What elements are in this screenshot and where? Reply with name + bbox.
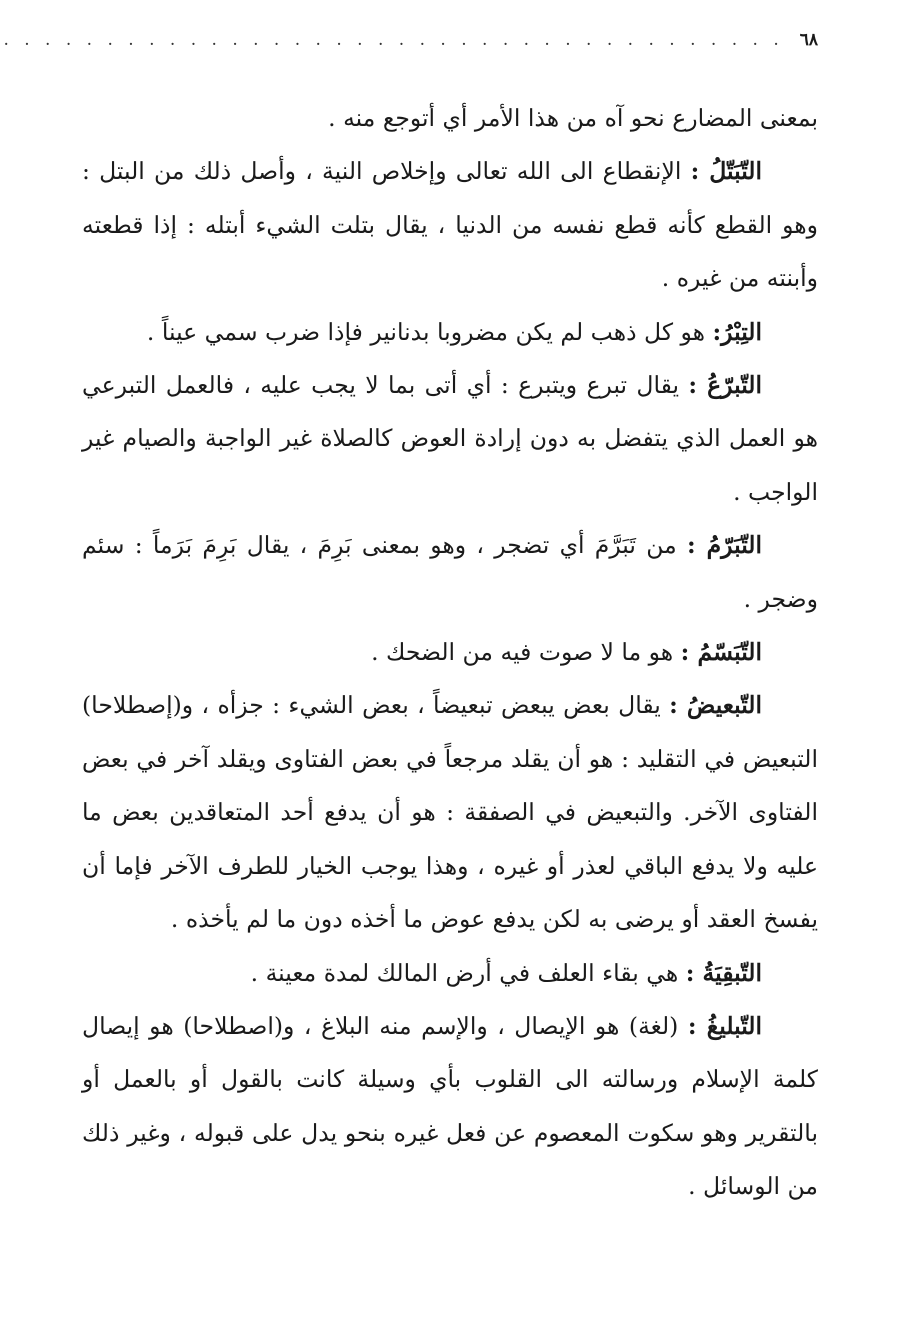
entry-tabarru [82, 359, 818, 519]
entry-text: هي بقاء العلف في أرض المالك لمدة معينة . [250, 958, 686, 987]
entry-term: التِبْرُ: [712, 317, 762, 346]
entry-text: الإنقطاع الى الله تعالى وإخلاص النية ، وأصل ذلك من البتل : وهو القطع كأنه قطع نفسه من الدنيا ، يقال بتلت الشيء أبتله : إذا قطعته وأبنته من غيره . [82, 157, 818, 293]
entry-tabarrum [82, 519, 818, 626]
entry-text: هو ما لا صوت فيه من الضحك . [371, 638, 681, 667]
entry-text: بمعنى المضارع نحو آه من هذا الأمر أي أتوجع منه . [328, 104, 818, 132]
entry-continuation [82, 92, 818, 145]
entry-term: التّبرّعُ : [688, 371, 762, 400]
entry-text: يقال تبرع ويتبرع : أي أتى بما لا يجب عليه ، فالعمل التبرعي هو العمل الذي يتفضل به دون إرادة العوض كالصلاة غير الواجبة والصيام غير الواجب . [82, 371, 818, 506]
entry-tableegh [82, 1000, 818, 1214]
entry-term: التّبعيضُ : [669, 691, 762, 720]
book-page [3, 30, 818, 1214]
entry-text: هو كل ذهب لم يكن مضروبا بدنانير فإذا ضرب سمي عيناً . [146, 317, 713, 346]
entry-tabassum [82, 626, 818, 679]
dictionary-entries [82, 92, 818, 1214]
page-number: ٦٨ [799, 30, 818, 50]
entry-term: التّبَسّمُ : [680, 638, 762, 667]
entry-term: التّبقِيَةُ : [685, 958, 762, 987]
entry-tibr [82, 306, 818, 359]
page-header [3, 30, 818, 70]
entry-tabattul [82, 145, 818, 305]
entry-tabqiya [82, 947, 818, 1000]
entry-term: التّبليغُ : [687, 1011, 762, 1040]
entry-term: التّبَرّمُ : [686, 531, 762, 560]
entry-text: (لغة) هو الإيصال ، والإسم منه البلاغ ، و(اصطلاحا) هو إيصال كلمة الإسلام ورسالته الى القلوب بأي وسيلة كانت بالقول أو بالعمل أو بالتقرير وهو سكوت المعصوم عن فعل غيره بنحو يدل على قبوله ، وغير ذلك من الوسائل . [82, 1011, 818, 1201]
entry-term: التّبَتّلُ : [690, 157, 762, 186]
entry-text: يقال بعض يبعض تبعيضاً ، بعض الشيء : جزأه ، و(إصطلاحا) التبعيض في التقليد : هو أن يقلد مرجعاً في بعض الفتاوى ويقلد آخر في بعض الفتاوى الآخر. والتبعيض في الصفقة : هو أن يدفع أحد المتعاقدين بعض ما عليه ولا يدفع الباقي لعذر أو غيره ، وهذا يوجب الخيار للطرف الآخر فإما أن يفسخ العقد أو يرضى به لكن يدفع عوض ما أخذه دون ما لم يأخذه . [82, 691, 818, 934]
header-leader-dots: . . . . . . . . . . . . . . . . . . . . . . . . . . . . . . . . . . . . . . [3, 30, 784, 50]
entry-tabeed [82, 679, 818, 946]
entry-text: من تَبَرَّمَ أي تضجر ، وهو بمعنى بَرِمَ ، يقال بَرِمَ بَرَماً : سئم وضجر . [82, 531, 818, 613]
